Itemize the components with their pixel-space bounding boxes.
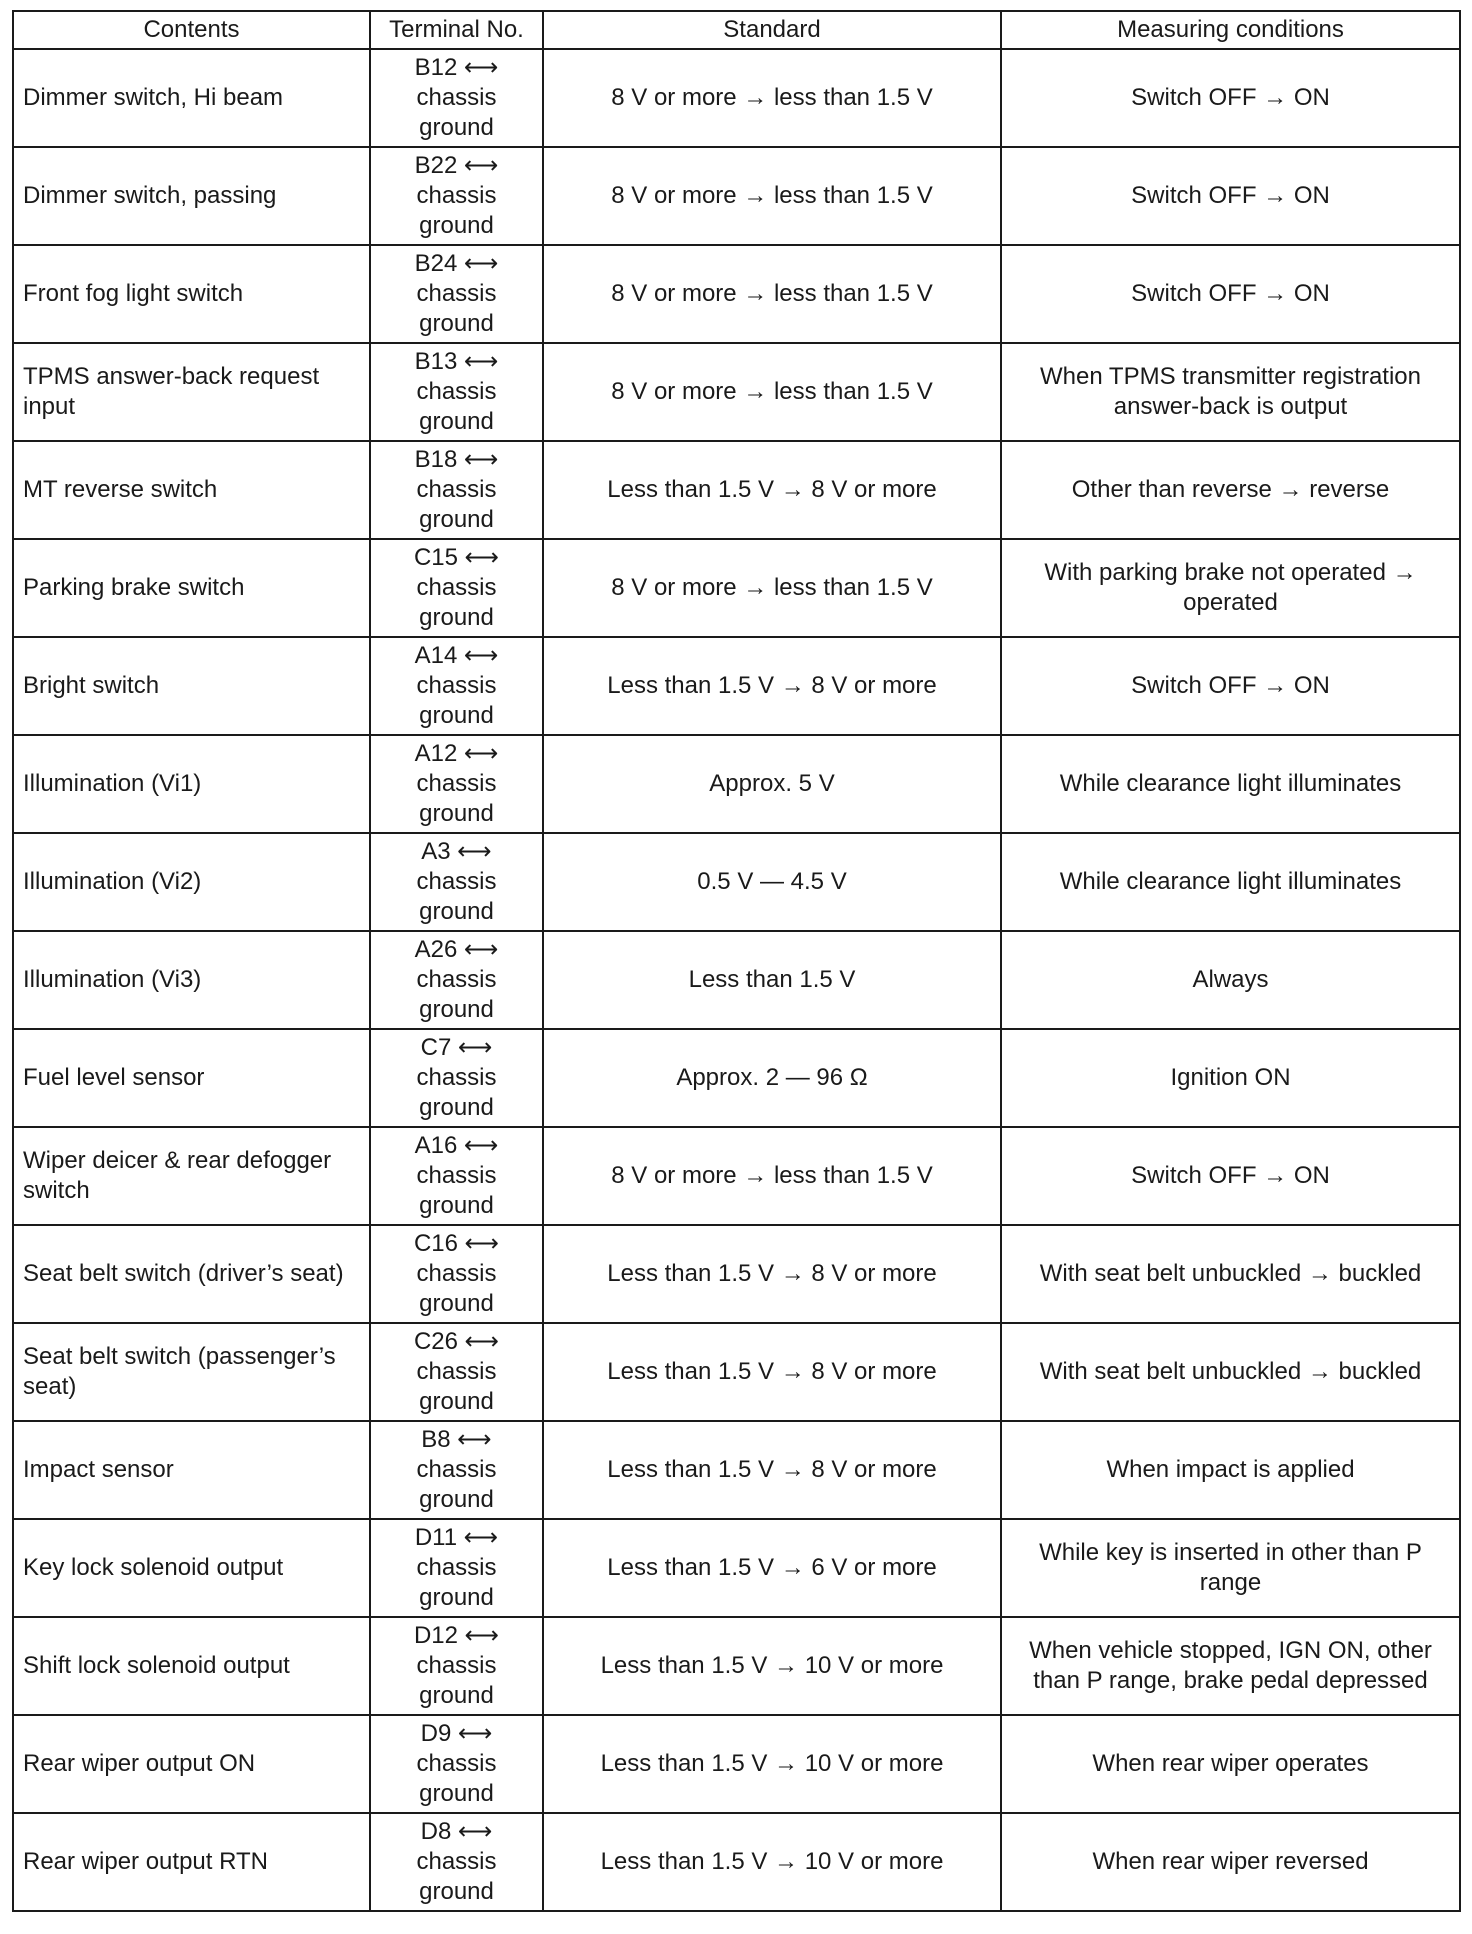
table-row (13, 49, 1460, 147)
standard-cell: Approx. 5 V (543, 735, 1001, 833)
terminal-cell (370, 1715, 543, 1813)
header-row (13, 11, 1460, 49)
conditions-cell: While clearance light illuminates (1001, 833, 1460, 931)
conditions-cell: With parking brake not operated → operated (1001, 539, 1460, 637)
terminal-terminal-pin: A14 ⟷ (414, 642, 499, 669)
terminal-terminal-line2: chassis (416, 574, 497, 601)
terminal-terminal-line2: chassis (416, 1652, 497, 1679)
terminal-terminal-line3: ground (419, 1290, 494, 1317)
contents-cell: Illumination (Vi2) (13, 833, 370, 931)
conditions-cell: Switch OFF → ON (1001, 1127, 1460, 1225)
terminal-spec-table (12, 10, 1461, 1912)
terminal-terminal-line2: chassis (416, 966, 497, 993)
table-body (13, 49, 1460, 1911)
terminal-terminal-pin: B18 ⟷ (414, 446, 499, 473)
terminal-terminal-pin: D8 ⟷ (420, 1818, 493, 1845)
conditions-cell: With seat belt unbuckled → buckled (1001, 1323, 1460, 1421)
table-row (13, 343, 1460, 441)
contents-cell: Dimmer switch, Hi beam (13, 49, 370, 147)
terminal-terminal-line2: chassis (416, 868, 497, 895)
terminal-cell (370, 1225, 543, 1323)
terminal-terminal-line3: ground (419, 1682, 494, 1709)
terminal-terminal-line2: chassis (416, 672, 497, 699)
terminal-cell (370, 833, 543, 931)
terminal-cell (370, 539, 543, 637)
terminal-cell (370, 441, 543, 539)
table-row (13, 931, 1460, 1029)
table-row (13, 1323, 1460, 1421)
standard-cell: Less than 1.5 V → 6 V or more (543, 1519, 1001, 1617)
contents-cell: Illumination (Vi3) (13, 931, 370, 1029)
conditions-cell: Other than reverse → reverse (1001, 441, 1460, 539)
contents-cell: Bright switch (13, 637, 370, 735)
contents-cell: Seat belt switch (passenger’s seat) (13, 1323, 370, 1421)
terminal-terminal-line2: chassis (416, 1260, 497, 1287)
conditions-cell: Switch OFF → ON (1001, 245, 1460, 343)
contents-cell: Parking brake switch (13, 539, 370, 637)
standard-cell: Less than 1.5 V → 10 V or more (543, 1617, 1001, 1715)
terminal-terminal-line2: chassis (416, 182, 497, 209)
terminal-terminal-line3: ground (419, 310, 494, 337)
contents-cell: MT reverse switch (13, 441, 370, 539)
terminal-terminal-pin: D9 ⟷ (420, 1720, 493, 1747)
table-row (13, 1519, 1460, 1617)
conditions-cell: While clearance light illuminates (1001, 735, 1460, 833)
terminal-terminal-pin: D12 ⟷ (413, 1622, 500, 1649)
terminal-cell (370, 637, 543, 735)
standard-cell: Less than 1.5 V → 8 V or more (543, 1225, 1001, 1323)
terminal-terminal-pin: C16 ⟷ (413, 1230, 500, 1257)
standard-cell: Less than 1.5 V → 8 V or more (543, 1421, 1001, 1519)
terminal-terminal-line2: chassis (416, 84, 497, 111)
header-contents: Contents (13, 11, 370, 49)
standard-cell: Less than 1.5 V → 8 V or more (543, 441, 1001, 539)
header-terminal: Terminal No. (370, 11, 543, 49)
standard-cell: 8 V or more → less than 1.5 V (543, 343, 1001, 441)
terminal-cell (370, 1519, 543, 1617)
terminal-cell (370, 343, 543, 441)
standard-cell: Less than 1.5 V → 10 V or more (543, 1715, 1001, 1813)
terminal-terminal-line2: chassis (416, 1162, 497, 1189)
conditions-cell: Switch OFF → ON (1001, 637, 1460, 735)
terminal-terminal-line2: chassis (416, 1554, 497, 1581)
standard-cell: 8 V or more → less than 1.5 V (543, 49, 1001, 147)
contents-cell: Seat belt switch (driver’s seat) (13, 1225, 370, 1323)
standard-cell: Less than 1.5 V → 8 V or more (543, 637, 1001, 735)
table-row (13, 147, 1460, 245)
terminal-terminal-pin: A16 ⟷ (414, 1132, 499, 1159)
terminal-terminal-line2: chassis (416, 1456, 497, 1483)
table-row (13, 1715, 1460, 1813)
conditions-cell: Switch OFF → ON (1001, 147, 1460, 245)
terminal-terminal-line3: ground (419, 800, 494, 827)
terminal-terminal-line3: ground (419, 898, 494, 925)
spec-sheet (12, 10, 1461, 1912)
terminal-terminal-line2: chassis (416, 476, 497, 503)
terminal-terminal-pin: A12 ⟷ (414, 740, 499, 767)
conditions-cell: With seat belt unbuckled → buckled (1001, 1225, 1460, 1323)
table-row (13, 539, 1460, 637)
contents-cell: Key lock solenoid output (13, 1519, 370, 1617)
terminal-cell (370, 147, 543, 245)
terminal-cell (370, 931, 543, 1029)
conditions-cell: Always (1001, 931, 1460, 1029)
terminal-terminal-line3: ground (419, 408, 494, 435)
contents-cell: TPMS answer-back request input (13, 343, 370, 441)
terminal-terminal-line3: ground (419, 702, 494, 729)
terminal-terminal-line3: ground (419, 114, 494, 141)
conditions-cell: While key is inserted in other than P range (1001, 1519, 1460, 1617)
conditions-cell: Ignition ON (1001, 1029, 1460, 1127)
standard-cell: 8 V or more → less than 1.5 V (543, 539, 1001, 637)
contents-cell: Dimmer switch, passing (13, 147, 370, 245)
terminal-terminal-line3: ground (419, 1584, 494, 1611)
conditions-cell: When rear wiper operates (1001, 1715, 1460, 1813)
terminal-terminal-line3: ground (419, 1780, 494, 1807)
terminal-cell (370, 1421, 543, 1519)
table-row (13, 245, 1460, 343)
terminal-cell (370, 49, 543, 147)
terminal-terminal-pin: C7 ⟷ (420, 1034, 493, 1061)
standard-cell: 8 V or more → less than 1.5 V (543, 245, 1001, 343)
terminal-cell (370, 1813, 543, 1911)
standard-cell: 8 V or more → less than 1.5 V (543, 147, 1001, 245)
table-row (13, 441, 1460, 539)
terminal-terminal-line2: chassis (416, 770, 497, 797)
table-row (13, 1127, 1460, 1225)
header-standard: Standard (543, 11, 1001, 49)
conditions-cell: Switch OFF → ON (1001, 49, 1460, 147)
terminal-terminal-line2: chassis (416, 1848, 497, 1875)
terminal-terminal-line2: chassis (416, 1750, 497, 1777)
contents-cell: Impact sensor (13, 1421, 370, 1519)
standard-cell: Less than 1.5 V → 8 V or more (543, 1323, 1001, 1421)
terminal-terminal-pin: C15 ⟷ (413, 544, 500, 571)
terminal-terminal-line3: ground (419, 1094, 494, 1121)
table-row (13, 1225, 1460, 1323)
conditions-cell: When TPMS transmitter registration answer-back is output (1001, 343, 1460, 441)
contents-cell: Shift lock solenoid output (13, 1617, 370, 1715)
terminal-terminal-line3: ground (419, 1388, 494, 1415)
table-row (13, 1617, 1460, 1715)
contents-cell: Rear wiper output RTN (13, 1813, 370, 1911)
terminal-terminal-line2: chassis (416, 1064, 497, 1091)
table-row (13, 637, 1460, 735)
standard-cell: 0.5 V — 4.5 V (543, 833, 1001, 931)
terminal-cell (370, 735, 543, 833)
standard-cell: Less than 1.5 V → 10 V or more (543, 1813, 1001, 1911)
terminal-terminal-pin: A3 ⟷ (421, 838, 492, 865)
terminal-terminal-line3: ground (419, 1192, 494, 1219)
terminal-cell (370, 245, 543, 343)
terminal-terminal-line2: chassis (416, 378, 497, 405)
table-row (13, 1813, 1460, 1911)
table-row (13, 1421, 1460, 1519)
contents-cell: Fuel level sensor (13, 1029, 370, 1127)
contents-cell: Front fog light switch (13, 245, 370, 343)
terminal-terminal-line3: ground (419, 604, 494, 631)
terminal-terminal-pin: B13 ⟷ (414, 348, 499, 375)
terminal-terminal-line3: ground (419, 1486, 494, 1513)
standard-cell: Approx. 2 — 96 Ω (543, 1029, 1001, 1127)
terminal-terminal-pin: B24 ⟷ (414, 250, 499, 277)
terminal-terminal-pin: D11 ⟷ (414, 1524, 499, 1551)
table-row (13, 1029, 1460, 1127)
terminal-terminal-pin: C26 ⟷ (413, 1328, 500, 1355)
terminal-terminal-pin: A26 ⟷ (414, 936, 499, 963)
standard-cell: Less than 1.5 V (543, 931, 1001, 1029)
terminal-terminal-line2: chassis (416, 1358, 497, 1385)
standard-cell: 8 V or more → less than 1.5 V (543, 1127, 1001, 1225)
terminal-terminal-pin: B12 ⟷ (414, 54, 499, 81)
terminal-terminal-pin: B8 ⟷ (421, 1426, 492, 1453)
terminal-terminal-line3: ground (419, 996, 494, 1023)
terminal-cell (370, 1323, 543, 1421)
conditions-cell: When rear wiper reversed (1001, 1813, 1460, 1911)
table-row (13, 735, 1460, 833)
header-conditions: Measuring conditions (1001, 11, 1460, 49)
terminal-terminal-line2: chassis (416, 280, 497, 307)
terminal-terminal-line3: ground (419, 1878, 494, 1905)
conditions-cell: When impact is applied (1001, 1421, 1460, 1519)
terminal-cell (370, 1029, 543, 1127)
terminal-cell (370, 1127, 543, 1225)
conditions-cell: When vehicle stopped, IGN ON, other than P range, brake pedal depressed (1001, 1617, 1460, 1715)
terminal-terminal-line3: ground (419, 506, 494, 533)
terminal-terminal-line3: ground (419, 212, 494, 239)
contents-cell: Wiper deicer & rear defogger switch (13, 1127, 370, 1225)
terminal-cell (370, 1617, 543, 1715)
terminal-terminal-pin: B22 ⟷ (414, 152, 499, 179)
contents-cell: Rear wiper output ON (13, 1715, 370, 1813)
table-row (13, 833, 1460, 931)
contents-cell: Illumination (Vi1) (13, 735, 370, 833)
